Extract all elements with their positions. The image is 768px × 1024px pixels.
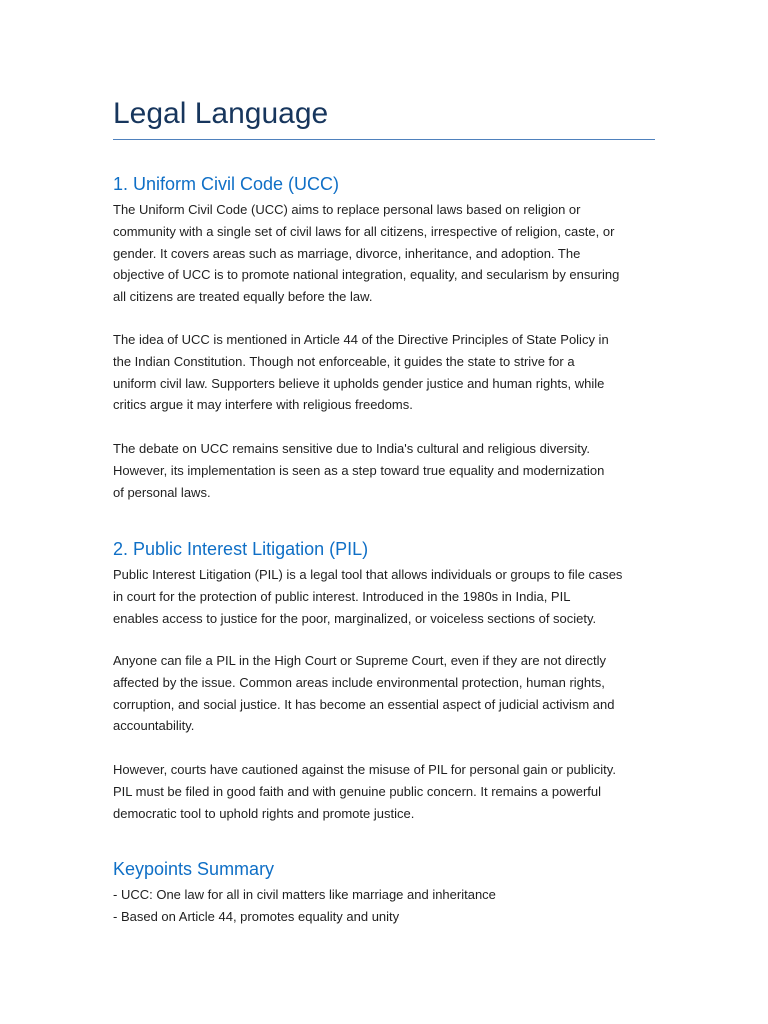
paragraph-line: in court for the protection of public interest. Introduced in the 1980s in India, PIL: [113, 588, 571, 604]
paragraph-line: accountability.: [113, 718, 195, 734]
paragraph-line: community with a single set of civil laws for all citizens, irrespective of religion, caste, or: [113, 223, 615, 239]
paragraph-line: Anyone can file a PIL in the High Court or Supreme Court, even if they are not directly: [113, 653, 607, 668]
paragraph-line: enables access to justice for the poor, marginalized, or voiceless sections of society.: [113, 610, 597, 626]
paragraph-line: The Uniform Civil Code (UCC) aims to replace personal laws based on religion or: [113, 202, 581, 217]
document-title: Legal Language: [113, 97, 329, 130]
paragraph-line: objective of UCC is to promote national integration, equality, and secularism by ensuring: [113, 267, 620, 283]
paragraph-line: Public Interest Litigation (PIL) is a legal tool that allows individuals or groups to file cases: [113, 567, 623, 582]
pil-paragraph-3: [113, 759, 655, 824]
paragraph-line: affected by the issue. Common areas include environmental protection, human rights,: [113, 674, 605, 690]
section-heading-pil: 2. Public Interest Litigation (PIL): [113, 539, 369, 559]
paragraph-line: The debate on UCC remains sensitive due to India's cultural and religious diversity.: [113, 441, 590, 456]
paragraph-line: the Indian Constitution. Though not enforceable, it guides the state to strive for a: [113, 353, 575, 369]
ucc-paragraph-2: [113, 329, 655, 416]
pil-paragraph-1: [113, 564, 655, 629]
paragraph-line: democratic tool to uphold rights and promote justice.: [113, 805, 415, 821]
paragraph-line: critics argue it may interfere with religious freedoms.: [113, 397, 413, 413]
paragraph-line: of personal laws.: [113, 484, 211, 500]
ucc-paragraph-3: [113, 438, 655, 503]
list-item: - UCC: One law for all in civil matters like marriage and inheritance: [113, 887, 496, 902]
paragraph-line: However, courts have cautioned against the misuse of PIL for personal gain or publicity.: [113, 762, 616, 777]
title-divider: [113, 139, 655, 140]
paragraph-line: PIL must be filed in good faith and with genuine public concern. It remains a powerful: [113, 783, 602, 799]
paragraph-line: The idea of UCC is mentioned in Article 44 of the Directive Principles of State Policy in: [113, 332, 609, 347]
summary-list: [113, 884, 655, 928]
ucc-paragraph-1: [113, 199, 655, 308]
section-heading-ucc: 1. Uniform Civil Code (UCC): [113, 174, 340, 194]
paragraph-line: gender. It covers areas such as marriage, divorce, inheritance, and adoption. The: [113, 245, 581, 261]
paragraph-line: all citizens are treated equally before the law.: [113, 289, 373, 305]
pil-paragraph-2: [113, 650, 655, 737]
paragraph-line: However, its implementation is seen as a step toward true equality and modernization: [113, 462, 605, 478]
list-item: - Based on Article 44, promotes equality and unity: [113, 908, 400, 924]
paragraph-line: uniform civil law. Supporters believe it upholds gender justice and human rights, while: [113, 375, 605, 391]
paragraph-line: corruption, and social justice. It has become an essential aspect of judicial activism and: [113, 696, 615, 712]
summary-heading: Keypoints Summary: [113, 859, 275, 879]
